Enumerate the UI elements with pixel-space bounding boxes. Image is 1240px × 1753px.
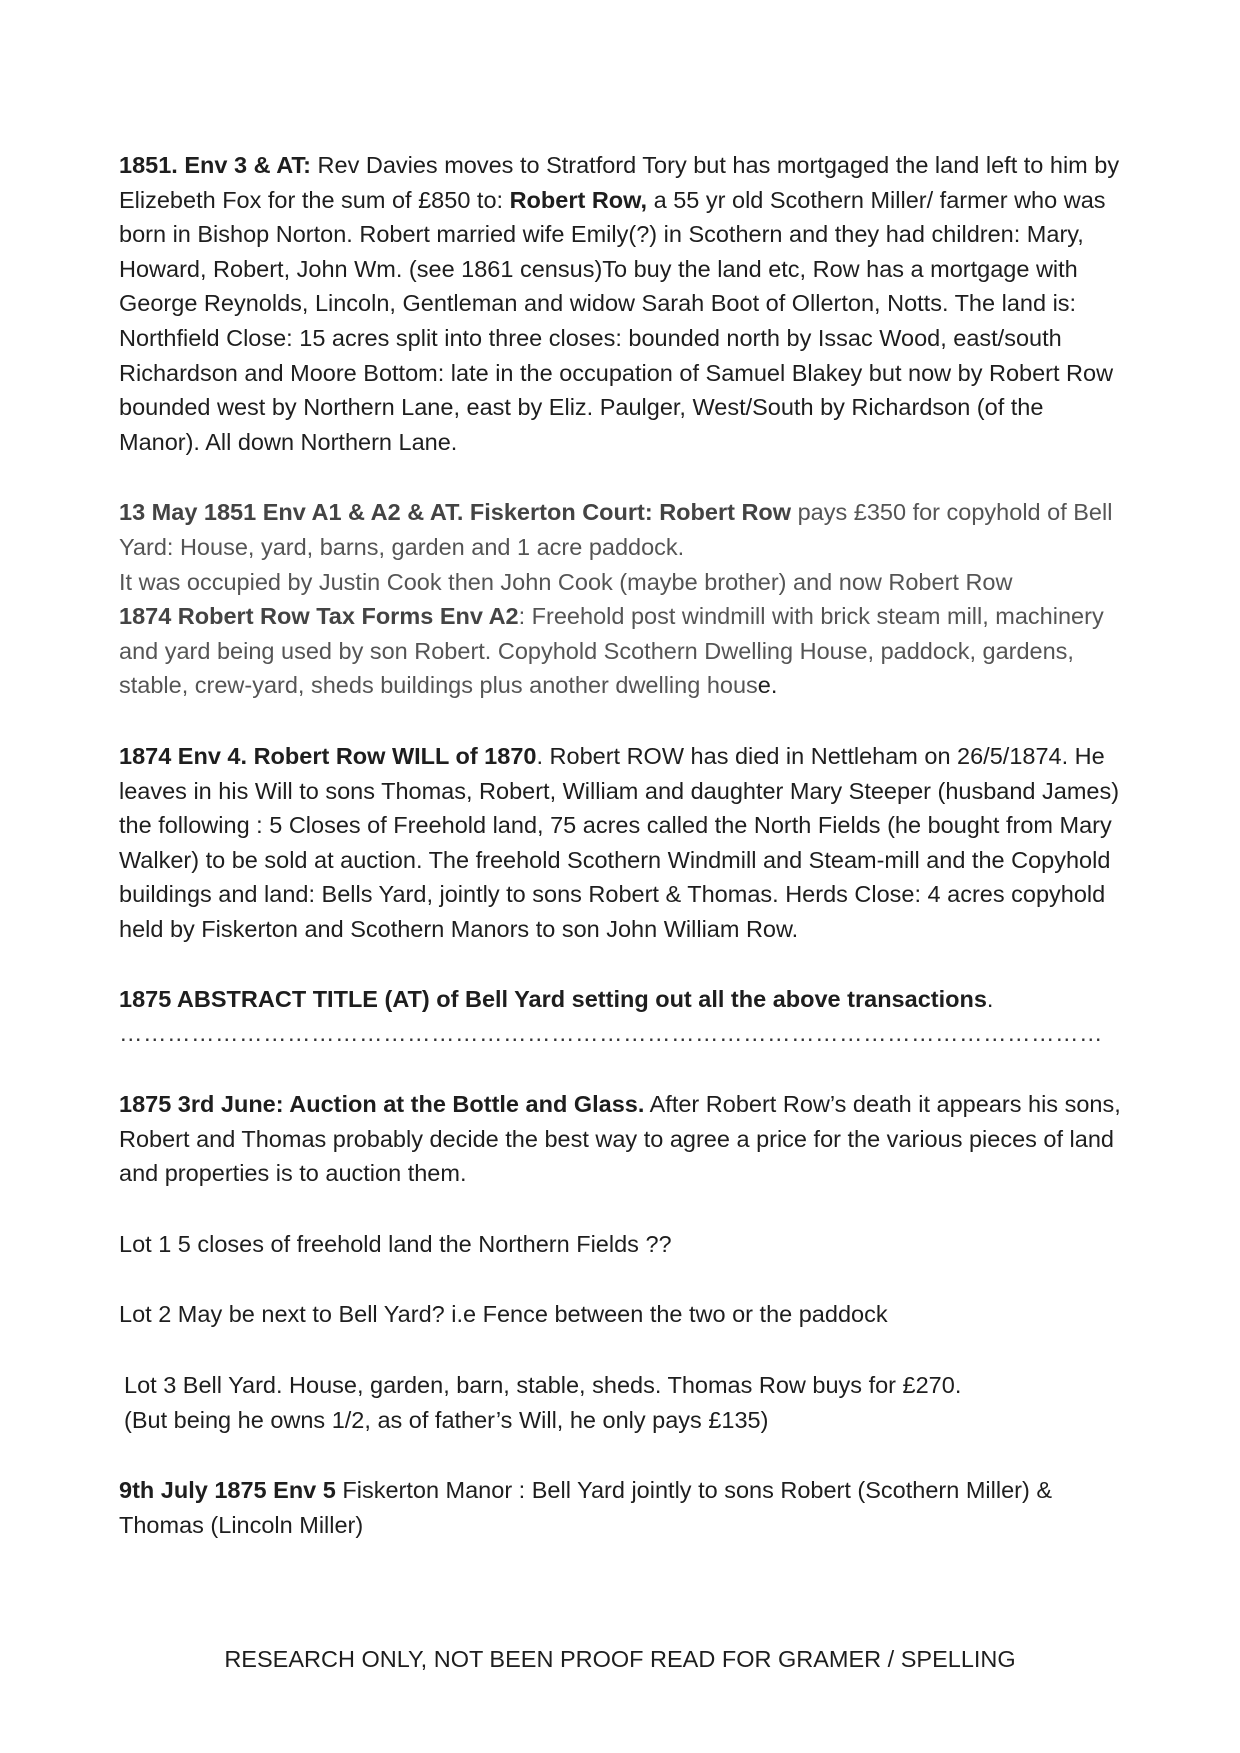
- document-body: [119, 148, 1129, 1542]
- entry-heading: 1874 Robert Row Tax Forms Env A2: [119, 603, 519, 630]
- footer-disclaimer: RESEARCH ONLY, NOT BEEN PROOF READ FOR GRAMER / SPELLING: [224, 1646, 1016, 1672]
- entry-1875-abstract-title: [119, 982, 1129, 1017]
- entry-text: After Robert Row’s death it appears his sons, Robert and Thomas probably decide the best way to agree a price for the various pieces of land and properties is to auction them.: [119, 1091, 1121, 1187]
- entry-heading: 1875 ABSTRACT TITLE (AT) of Bell Yard setting out all the above transactions: [119, 986, 987, 1013]
- entry-text: .: [986, 986, 994, 1013]
- entry-heading: 9th July 1875 Env 5: [119, 1477, 336, 1504]
- entry-1875-fiskerton-manor: [119, 1473, 1129, 1542]
- entry-1851-fiskerton-court: [119, 495, 1129, 703]
- lot-3-line-1: Lot 3 Bell Yard. House, garden, barn, stable, sheds. Thomas Row buys for £270.: [124, 1372, 962, 1399]
- entry-text: It was occupied by Justin Cook then John Cook (maybe brother) and now Robert Row: [119, 568, 1013, 595]
- entry-heading: 1851. Env 3 & AT:: [119, 152, 311, 178]
- entry-text: pays £350 for copyhold of Bell Yard: House, yard, barns, garden and 1 acre paddock.: [119, 499, 1113, 560]
- lot-3-line-2: (But being he owns 1/2, as of father’s Will, he only pays £135): [124, 1406, 769, 1433]
- entry-1851-env3: [119, 148, 1129, 459]
- entry-heading: 1875 3rd June: Auction at the Bottle and Glass.: [119, 1091, 645, 1118]
- entry-text: Rev Davies moves to Stratford Tory but has mortgaged the land left to him by Elizebeth Fox for the sum of £850 to:: [119, 152, 1120, 213]
- entry-1874-will: [119, 739, 1129, 947]
- lot-2: Lot 2 May be next to Bell Yard? i.e Fence between the two or the paddock: [119, 1301, 888, 1328]
- lot-3: [119, 1368, 1129, 1437]
- entry-text: a 55 yr old Scothern Miller/ farmer who was born in Bishop Norton. Robert married wife Emily(?) in Scothern and they had children: Mary, Howard, Robert, John Wm. (see 1861 census)To buy the land etc, Row has a mortgage with George Reynolds, Lincoln, Gentleman and widow Sarah Boot of Ollerton, Notts. The land is: Northfield Close: 15 acres split into three closes: bounded north by Issac Wood, east/south Richardson and Moore Bottom: late in the occupation of Samuel Blakey but now by Robert Row bounded west by Northern Lane, east by Eliz. Paulger, West/South by Richardson (of the Manor). All down Northern Lane.: [119, 186, 1114, 455]
- entry-text: : Freehold post windmill with brick steam mill, machinery and yard being used by son Robert. Copyhold Scothern Dwelling House, paddock, gardens, stable, crew-yard, sheds buildings plus another dwelling hous: [119, 603, 1104, 699]
- entry-heading: 1874 Env 4. Robert Row WILL of 1870: [119, 742, 537, 769]
- lot-1: Lot 1 5 closes of freehold land the Northern Fields ??: [119, 1230, 672, 1257]
- entry-text: . Robert ROW has died in Nettleham on 26/5/1874. He leaves in his Will to sons Thomas, Robert, William and daughter Mary Steeper (husband James) the following : 5 Closes of Freehold land, 75 acres called the North Fields (he bought from Mary Walker) to be sold at auction. The freehold Scothern Windmill and Steam-mill and the Copyhold buildings and land: Bells Yard, jointly to sons Robert & Thomas. Herds Close: 4 acres copyhold held by Fiskerton and Scothern Manors to son John William Row.: [119, 742, 1120, 942]
- entry-1875-auction: [119, 1087, 1129, 1191]
- dotted-separator: ……………………………………………………………………………………………………………: [119, 1023, 1103, 1044]
- entry-text: Fiskerton Manor : Bell Yard jointly to sons Robert (Scothern Miller) & Thomas (Lincoln Miller): [119, 1477, 1052, 1538]
- entry-heading: 13 May 1851 Env A1 & A2 & AT. Fiskerton Court: Robert Row: [119, 499, 792, 526]
- entry-name: Robert Row,: [509, 186, 648, 213]
- entry-text: e.: [757, 672, 778, 699]
